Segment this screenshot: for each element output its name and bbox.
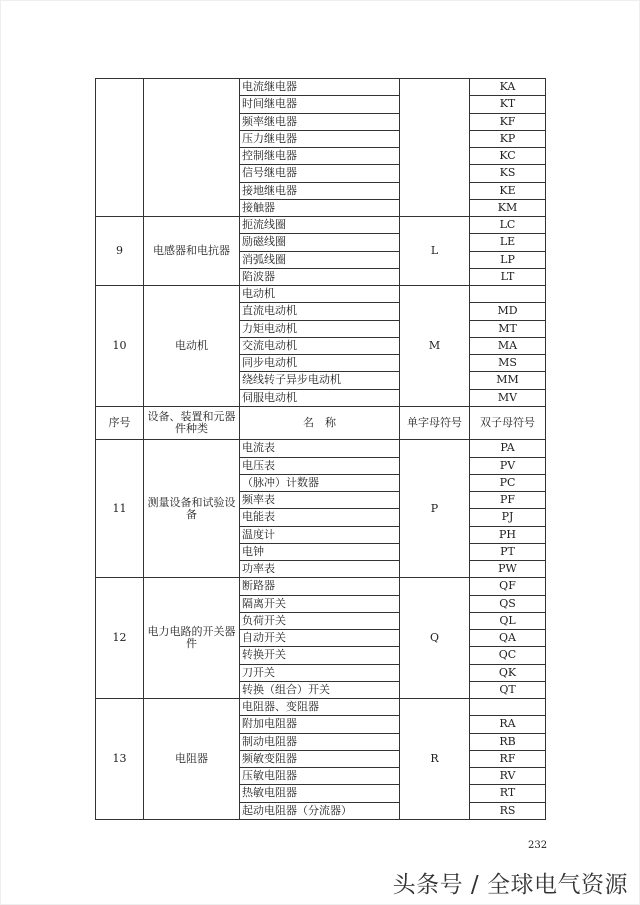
name-cell: 扼流线圈 [240, 217, 400, 234]
double-letter-cell: RV [470, 768, 546, 785]
name-cell: （脉冲）计数器 [240, 474, 400, 491]
double-letter-cell: RA [470, 716, 546, 733]
name-cell: 绕线转子异步电动机 [240, 372, 400, 389]
double-letter-cell: MD [470, 303, 546, 320]
single-letter-cell: P [400, 440, 470, 578]
double-letter-cell: PT [470, 543, 546, 560]
double-letter-cell: MM [470, 372, 546, 389]
name-cell: 压力继电器 [240, 130, 400, 147]
double-letter-cell: QS [470, 595, 546, 612]
seq-cell: 13 [96, 699, 144, 820]
double-letter-cell: RT [470, 785, 546, 802]
table-row [96, 79, 546, 96]
seq-cell: 10 [96, 286, 144, 407]
double-letter-cell: MA [470, 337, 546, 354]
double-letter-cell: PC [470, 474, 546, 491]
name-cell: 电流继电器 [240, 79, 400, 96]
name-cell: 频率表 [240, 492, 400, 509]
header-double-letter: 双子母符号 [470, 406, 546, 440]
name-cell: 电流表 [240, 440, 400, 457]
name-cell: 时间继电器 [240, 96, 400, 113]
name-cell: 温度计 [240, 526, 400, 543]
double-letter-cell: KF [470, 113, 546, 130]
double-letter-cell: KM [470, 199, 546, 216]
double-letter-cell: KP [470, 130, 546, 147]
category-cell: 电力电路的开关器件 [144, 578, 240, 699]
header-row [96, 406, 546, 440]
header-seq: 序号 [96, 406, 144, 440]
name-cell: 热敏电阻器 [240, 785, 400, 802]
double-letter-cell: LE [470, 234, 546, 251]
name-cell: 断路器 [240, 578, 400, 595]
seq-cell: 11 [96, 440, 144, 578]
name-cell: 压敏电阻器 [240, 768, 400, 785]
double-letter-cell: RS [470, 802, 546, 819]
name-cell: 信号继电器 [240, 165, 400, 182]
double-letter-cell: PJ [470, 509, 546, 526]
category-cell: 电感器和电抗器 [144, 217, 240, 286]
name-cell: 电能表 [240, 509, 400, 526]
name-cell: 刀开关 [240, 664, 400, 681]
name-cell: 频率继电器 [240, 113, 400, 130]
name-cell: 附加电阻器 [240, 716, 400, 733]
header-single-letter: 单字母符号 [400, 406, 470, 440]
name-cell: 起动电阻器（分流器） [240, 802, 400, 819]
double-letter-cell: KC [470, 148, 546, 165]
double-letter-cell: QC [470, 647, 546, 664]
header-name: 名 称 [240, 406, 400, 440]
double-letter-cell: PV [470, 457, 546, 474]
seq-cell [96, 79, 144, 217]
double-letter-cell: MV [470, 389, 546, 406]
name-cell: 隔离开关 [240, 595, 400, 612]
name-cell: 转换（组合）开关 [240, 681, 400, 698]
name-cell: 控制继电器 [240, 148, 400, 165]
double-letter-cell [470, 286, 546, 303]
name-cell: 频敏变阻器 [240, 750, 400, 767]
double-letter-cell: RB [470, 733, 546, 750]
double-letter-cell: LC [470, 217, 546, 234]
name-cell: 制动电阻器 [240, 733, 400, 750]
name-cell: 负荷开关 [240, 612, 400, 629]
table-row [96, 217, 546, 234]
name-cell: 电动机 [240, 286, 400, 303]
category-cell: 电阻器 [144, 699, 240, 820]
single-letter-cell: Q [400, 578, 470, 699]
double-letter-cell: MS [470, 355, 546, 372]
name-cell: 电钟 [240, 543, 400, 560]
single-letter-cell: M [400, 286, 470, 407]
table-row [96, 286, 546, 303]
double-letter-cell: LP [470, 251, 546, 268]
double-letter-cell: RF [470, 750, 546, 767]
name-cell: 接触器 [240, 199, 400, 216]
double-letter-cell [470, 699, 546, 716]
watermark-text: 头条号 / 全球电气资源 [392, 872, 628, 898]
symbol-table [95, 78, 546, 820]
single-letter-cell: L [400, 217, 470, 286]
double-letter-cell: KA [470, 79, 546, 96]
page-number: 232 [528, 840, 548, 851]
table-row [96, 440, 546, 457]
double-letter-cell: QT [470, 681, 546, 698]
symbol-table-body [96, 79, 546, 820]
double-letter-cell: MT [470, 320, 546, 337]
name-cell: 转换开关 [240, 647, 400, 664]
name-cell: 电压表 [240, 457, 400, 474]
table-row [96, 699, 546, 716]
double-letter-cell: PF [470, 492, 546, 509]
double-letter-cell: QK [470, 664, 546, 681]
header-category: 设备、装置和元器件种类 [144, 406, 240, 440]
double-letter-cell: QL [470, 612, 546, 629]
name-cell: 陷波器 [240, 268, 400, 285]
name-cell: 励磁线圈 [240, 234, 400, 251]
double-letter-cell: PW [470, 561, 546, 578]
seq-cell: 9 [96, 217, 144, 286]
double-letter-cell: KT [470, 96, 546, 113]
seq-cell: 12 [96, 578, 144, 699]
table-row [96, 578, 546, 595]
name-cell: 功率表 [240, 561, 400, 578]
name-cell: 自动开关 [240, 630, 400, 647]
name-cell: 同步电动机 [240, 355, 400, 372]
double-letter-cell: PH [470, 526, 546, 543]
name-cell: 电阻器、变阻器 [240, 699, 400, 716]
double-letter-cell: PA [470, 440, 546, 457]
name-cell: 直流电动机 [240, 303, 400, 320]
category-cell [144, 79, 240, 217]
double-letter-cell: QF [470, 578, 546, 595]
name-cell: 交流电动机 [240, 337, 400, 354]
category-cell: 测量设备和试验设备 [144, 440, 240, 578]
name-cell: 消弧线圈 [240, 251, 400, 268]
single-letter-cell [400, 79, 470, 217]
double-letter-cell: LT [470, 268, 546, 285]
name-cell: 接地继电器 [240, 182, 400, 199]
name-cell: 力矩电动机 [240, 320, 400, 337]
double-letter-cell: KE [470, 182, 546, 199]
single-letter-cell: R [400, 699, 470, 820]
double-letter-cell: KS [470, 165, 546, 182]
name-cell: 伺服电动机 [240, 389, 400, 406]
double-letter-cell: QA [470, 630, 546, 647]
category-cell: 电动机 [144, 286, 240, 407]
